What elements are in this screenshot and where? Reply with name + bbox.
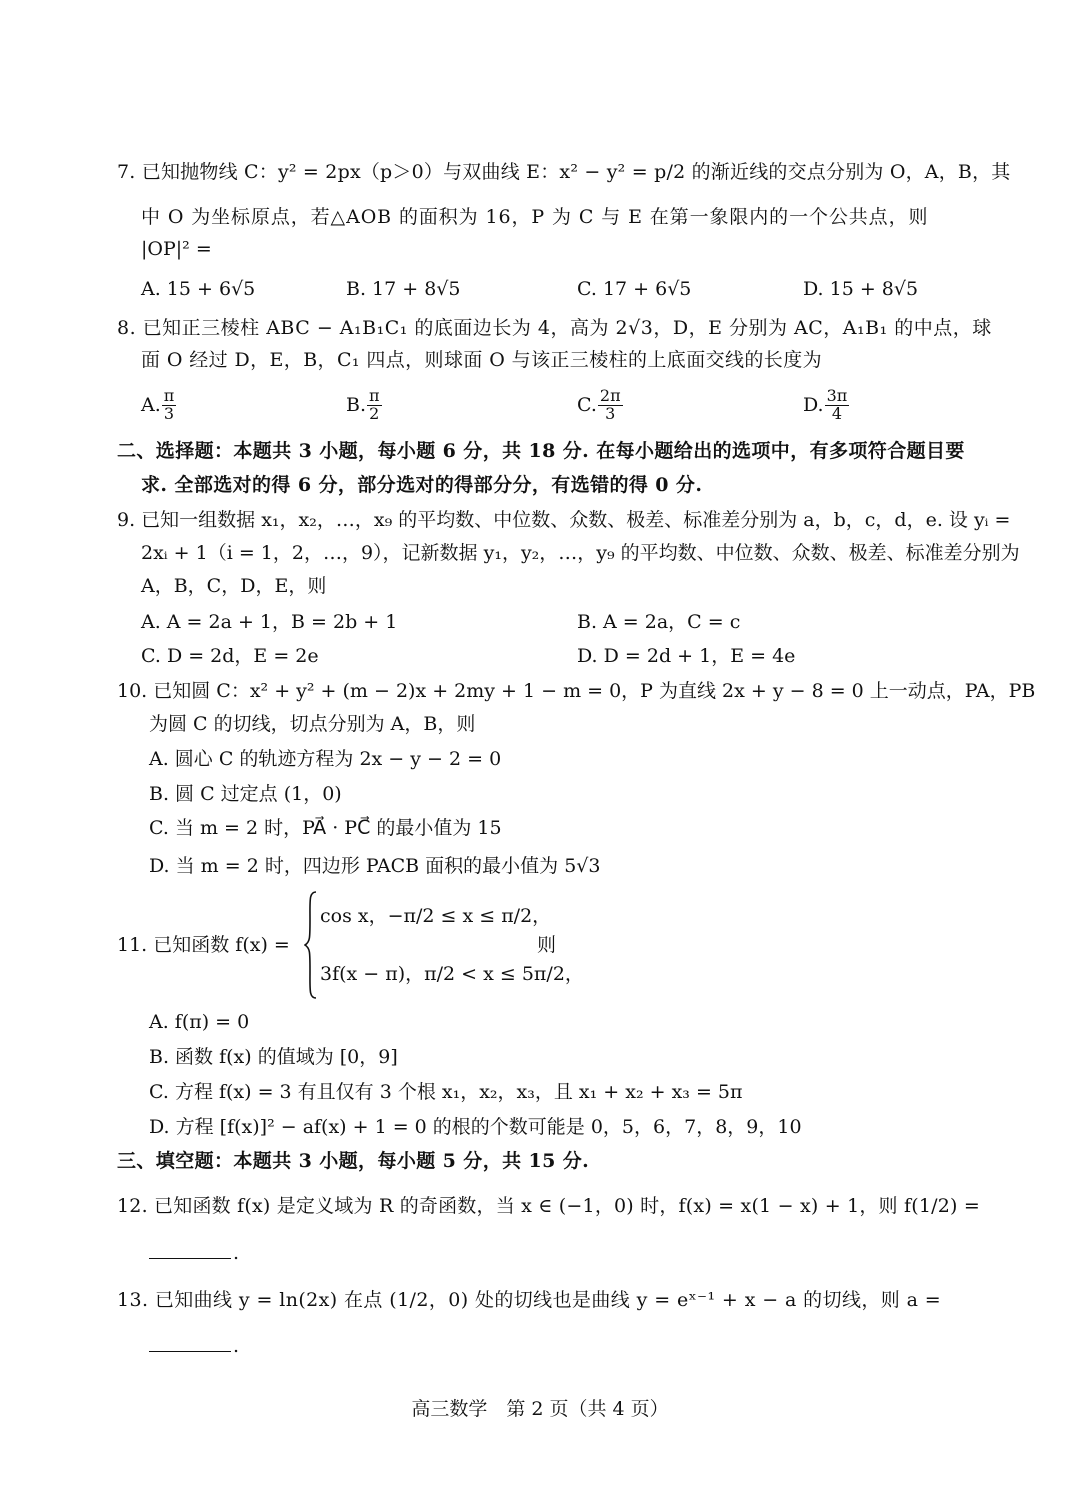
q10-l2: 为圆 C 的切线，切点分别为 A，B，则 [149, 713, 476, 735]
fraction-denominator: 4 [831, 403, 843, 423]
q11-case-2: 3f(x − π)，π/2 < x ≤ 5π/2， [320, 963, 584, 985]
fraction-numerator: 2π [599, 386, 621, 405]
q8-l1: 8. 已知正三棱柱 ABC − A₁B₁C₁ 的底面边长为 4，高为 2√3，D，E 分别为 AC，A₁B₁ 的中点，球 [117, 317, 992, 339]
q10-B: B. 圆 C 过定点 (1，0) [149, 783, 342, 805]
piecewise-brace-icon [304, 890, 318, 1000]
q11-case-1: cos x，−π/2 ≤ x ≤ π/2， [320, 905, 552, 927]
q10-D: D. 当 m = 2 时，四边形 PACB 面积的最小值为 5√3 [149, 855, 601, 877]
sec2-l2: 求. 全部选对的得 6 分，部分选对的得部分分，有选错的得 0 分. [141, 474, 703, 496]
q11-D: D. 方程 [f(x)]² − af(x) + 1 = 0 的根的个数可能是 0，5，6，7，8，9，10 [149, 1116, 802, 1138]
q13-answer-blank[interactable] [149, 1339, 231, 1352]
fraction-numerator: π [163, 386, 175, 405]
q13-l1: 13. 已知曲线 y = ln(2x) 在点 (1/2，0) 处的切线也是曲线 y = eˣ⁻¹ + x − a 的切线，则 a = [117, 1289, 942, 1311]
q10-C: C. 当 m = 2 时，PA⃗ · PC⃗ 的最小值为 15 [149, 817, 502, 839]
sec3: 三、填空题：本题共 3 小题，每小题 5 分，共 15 分. [117, 1150, 590, 1172]
q9-opt-c: C. D = 2d，E = 2e [141, 645, 319, 667]
fraction-numerator: π [369, 386, 380, 405]
q13-answer-line [149, 1337, 239, 1359]
q7-opt-a: A. 15 + 6√5 [141, 278, 256, 300]
q7-l1: 7. 已知抛物线 C：y² = 2px（p＞0）与双曲线 E：x² − y² = p/2 的渐近线的交点分别为 O，A，B，其 [117, 161, 1011, 183]
q12-answer-line [149, 1244, 239, 1266]
option-letter: B. [346, 393, 367, 416]
option-letter: A. [141, 393, 161, 416]
q9-l3: A，B，C，D，E，则 [141, 575, 327, 597]
q11-C: C. 方程 f(x) = 3 有且仅有 3 个根 x₁，x₂，x₃，且 x₁ + x₂ + x₃ = 5π [149, 1081, 743, 1103]
fraction-denominator: 2 [369, 403, 380, 423]
q11-suffix: 则 [537, 934, 557, 956]
q7-opt-d: D. 15 + 8√5 [803, 278, 919, 300]
q7-opt-b: B. 17 + 8√5 [346, 278, 461, 300]
q11-A: A. f(π) = 0 [149, 1011, 250, 1033]
q9-opt-b: B. A = 2a，C = c [577, 611, 741, 633]
q11-prefix: 11. 已知函数 f(x) = [117, 934, 290, 956]
q10-A: A. 圆心 C 的轨迹方程为 2x − y − 2 = 0 [149, 748, 502, 770]
option-fraction [367, 388, 382, 423]
q10-l1: 10. 已知圆 C：x² + y² + (m − 2)x + 2my + 1 − m = 0，P 为直线 2x + y − 8 = 0 上一动点，PA，PB [117, 680, 1036, 702]
q9-l2: 2xᵢ + 1（i = 1，2，…，9），记新数据 y₁，y₂，…，y₉ 的平均数、中位数、众数、极差、标准差分别为 [141, 542, 1020, 564]
q8-l2: 面 O 经过 D，E，B，C₁ 四点，则球面 O 与该正三棱柱的上底面交线的长度为 [141, 349, 823, 371]
q9-opt-a: A. A = 2a + 1，B = 2b + 1 [141, 611, 398, 633]
q9-l1: 9. 已知一组数据 x₁，x₂，…，x₉ 的平均数、中位数、众数、极差、标准差分别为 a，b，c，d，e. 设 yᵢ = [117, 509, 1011, 531]
q9-opt-d: D. D = 2d + 1，E = 4e [577, 645, 796, 667]
fraction-numerator: 3π [826, 386, 848, 405]
sec2-l1: 二、选择题：本题共 3 小题，每小题 6 分，共 18 分. 在每小题给出的选项中，有多项符合题目要 [117, 440, 965, 462]
option-fraction [598, 388, 623, 423]
option-fraction [162, 388, 177, 423]
q7-opt-c: C. 17 + 6√5 [577, 278, 692, 300]
q8-opt-c [577, 388, 624, 423]
option-fraction [825, 388, 850, 423]
page-footer: 高三数学 第 2 页（共 4 页） [411, 1398, 669, 1420]
q7-l2: 中 O 为坐标原点，若△AOB 的面积为 16，P 为 C 与 E 在第一象限内的一个公共点，则 [141, 206, 929, 228]
q12-period: . [233, 1242, 240, 1264]
option-letter: C. [577, 393, 597, 416]
fraction-denominator: 3 [605, 403, 616, 423]
q8-opt-d [803, 388, 850, 423]
q11-B: B. 函数 f(x) 的值域为 [0，9] [149, 1046, 398, 1068]
q12-l1: 12. 已知函数 f(x) 是定义域为 R 的奇函数，当 x ∈ (−1，0) 时，f(x) = x(1 − x) + 1，则 f(1/2) = [117, 1195, 980, 1217]
q13-period: . [233, 1335, 240, 1357]
q8-opt-b [346, 388, 383, 423]
option-letter: D. [803, 393, 824, 416]
q7-l3: |OP|² = [141, 238, 212, 260]
fraction-denominator: 3 [163, 403, 175, 423]
q8-opt-a [141, 388, 177, 423]
q12-answer-blank[interactable] [149, 1246, 231, 1259]
